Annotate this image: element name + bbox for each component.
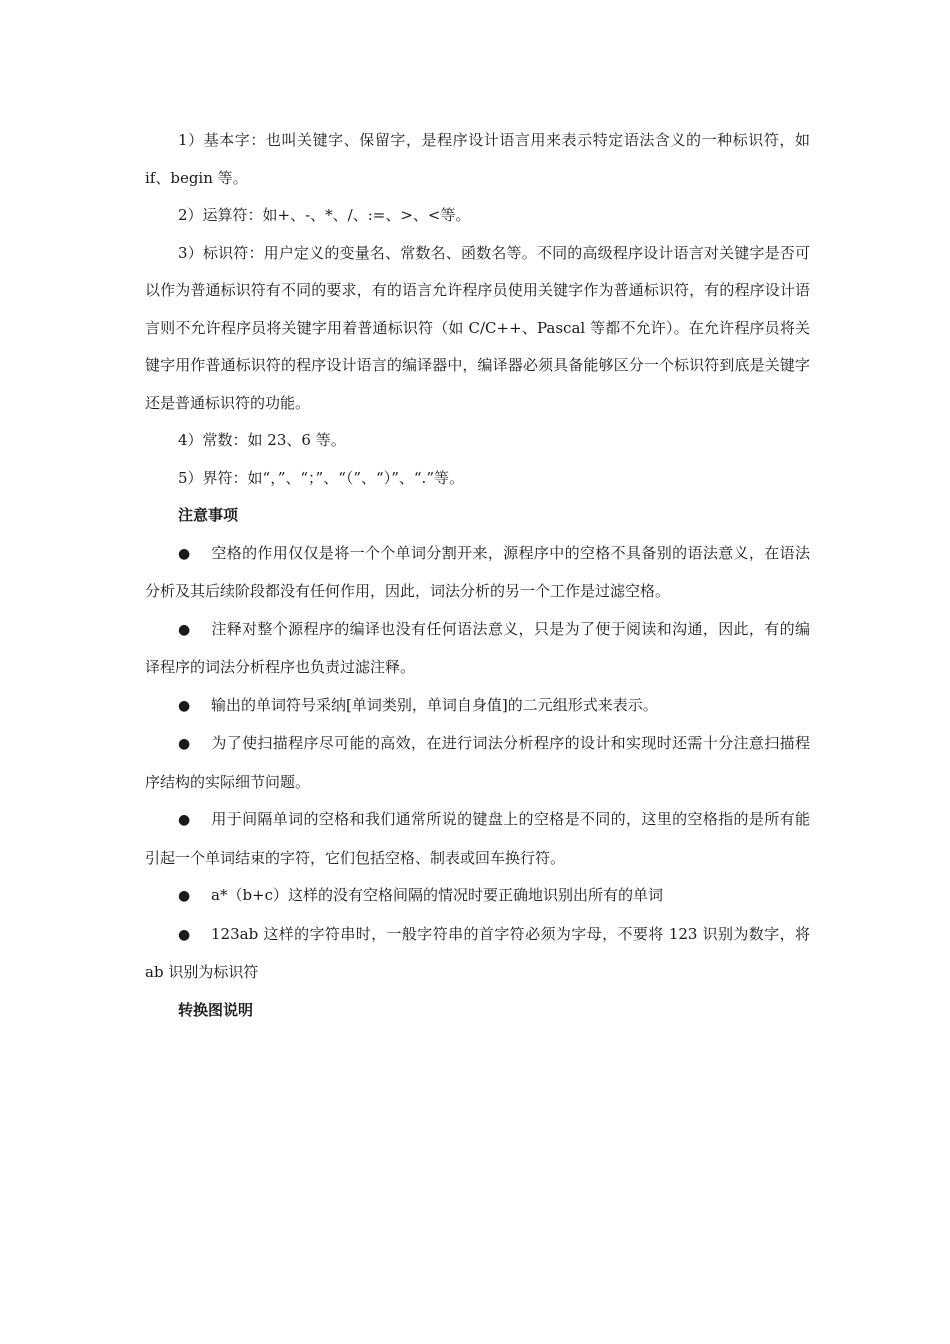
bullet-text: 用于间隔单词的空格和我们通常所说的键盘上的空格是不同的，这里的空格指的是所有能引起一个单词结束的字符，它们包括空格、制表或回车换行符。	[145, 810, 810, 867]
heading-diagram: 转换图说明	[178, 1000, 254, 1019]
paragraph-constants: 4）常数：如 23、6 等。	[178, 431, 346, 449]
bullet-text: 注释对整个源程序的编译也没有任何语法意义，只是为了便于阅读和沟通，因此，有的编译程序的词法分析程序也负责过滤注释。	[145, 619, 810, 676]
heading-notes: 注意事项	[178, 506, 239, 524]
bullet-text: 输出的单词符号采纳[单词类别，单词自身值]的二元组形式来表示。	[211, 695, 658, 714]
bullet-dot-icon: ●	[178, 736, 191, 752]
bullet-dot-icon: ●	[178, 697, 191, 714]
bullet-item	[145, 611, 810, 687]
bullet-dot-icon: ●	[178, 888, 191, 904]
bullet-item	[145, 877, 810, 916]
bullet-dot-icon: ●	[178, 812, 191, 828]
bullet-text: 为了使扫描程序尽可能的高效，在进行词法分析程序的设计和实现时还需十分注意扫描程序结构的实际细节问题。	[145, 734, 810, 791]
bullet-item	[145, 801, 810, 877]
bullet-item	[145, 535, 810, 611]
bullet-item	[145, 687, 810, 726]
paragraph-operators: 2）运算符：如+、-、*、/、:=、>、<等。	[178, 206, 471, 224]
bullet-dot-icon: ●	[178, 621, 191, 638]
paragraph-keywords: 1）基本字：也叫关键字、保留字，是程序设计语言用来表示特定语法含义的一种标识符，如 if、begin 等。	[145, 131, 810, 187]
bullet-dot-icon: ●	[178, 926, 191, 943]
bullet-item	[145, 725, 810, 801]
bullet-text: 123ab 这样的字符串时，一般字符串的首字符必须为字母，不要将 123 识别为数字，将 ab 识别为标识符	[145, 924, 810, 981]
document-body	[145, 122, 810, 1029]
bullet-item	[145, 916, 810, 992]
bullet-text: a*（b+c）这样的没有空格间隔的情况时要正确地识别出所有的单词	[211, 886, 664, 904]
bullet-text: 空格的作用仅仅是将一个个单词分割开来，源程序中的空格不具备别的语法意义，在语法分析及其后续阶段都没有任何作用，因此，词法分析的另一个工作是过滤空格。	[145, 543, 810, 600]
paragraph-delimiters: 5）界符：如“，”、“；”、“（”、“）”、“.”等。	[178, 468, 464, 487]
paragraph-identifiers: 3）标识符：用户定义的变量名、常数名、函数名等。不同的高级程序设计语言对关键字是否可以作为普通标识符有不同的要求，有的语言允许程序员使用关键字作为普通标识符，有的程序设计语言则不允许程序员将关键字用着普通标识符（如 C/C++、Pascal 等都不允许）。在允许程序员将关键字用作普通标识符的程序设计语言的编译器中，编译器必须具备能够区分一个标识符到底是关键字还是普通标识符的功能。	[145, 243, 810, 412]
bullet-dot-icon: ●	[178, 545, 191, 562]
